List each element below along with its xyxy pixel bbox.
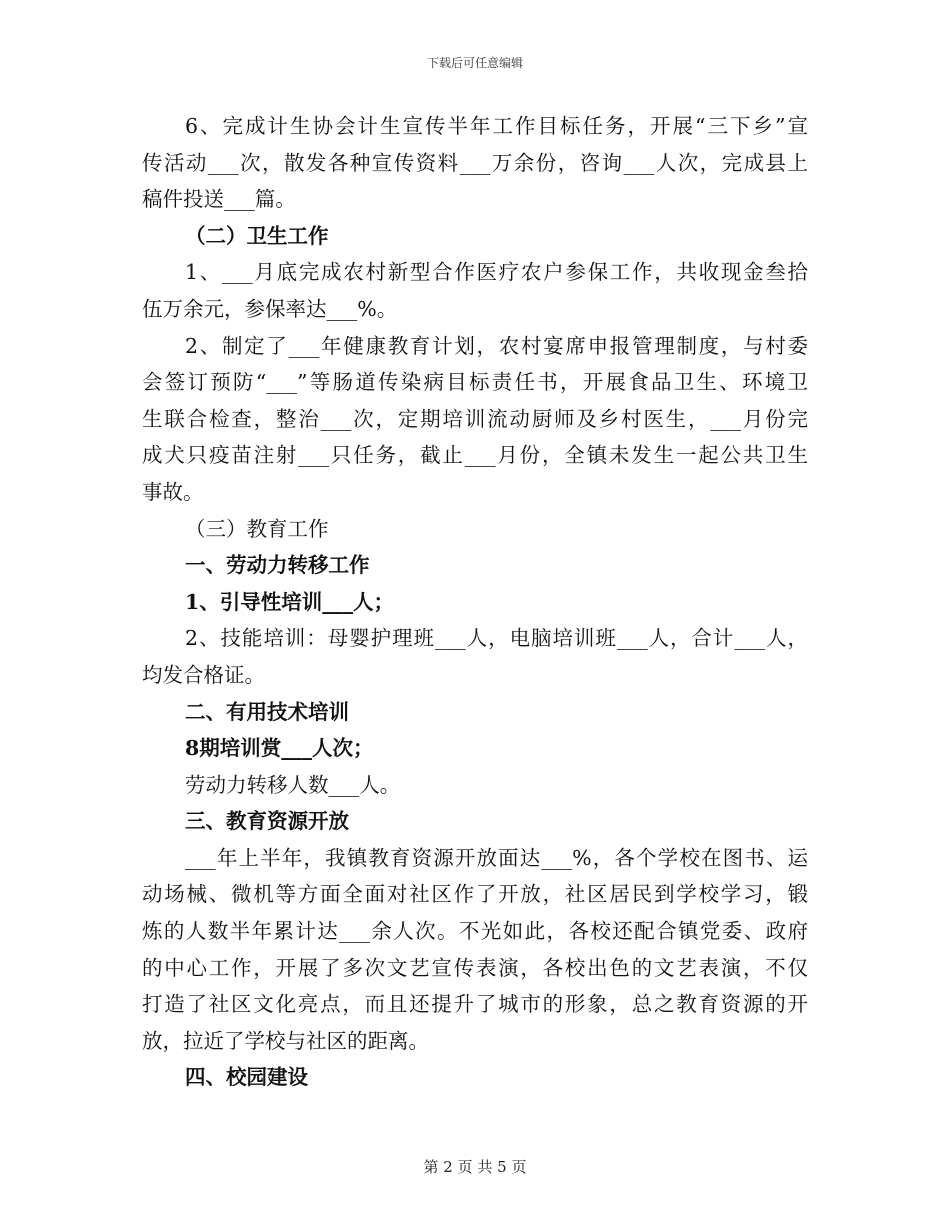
- text-line: 1、___月底完成农村新型合作医疗农户参保工作，共收现金叁拾: [185, 260, 808, 285]
- text-line: 事故。: [142, 479, 204, 504]
- text-line: 均发合格证。: [142, 662, 265, 687]
- text-line: 6、完成计生协会计生宣传半年工作目标任务，开展“三下乡”宣: [185, 114, 808, 138]
- text-line: 伍万余元，参保率达___%。: [142, 296, 398, 321]
- text-line: 二、有用技术培训: [185, 699, 349, 724]
- text-line: 放，拉近了学校与社区的距离。: [142, 1028, 429, 1053]
- document-body: [142, 108, 808, 1096]
- page-header: 下载后可任意编辑: [426, 56, 523, 70]
- text-line: 8期培训赏___人次；: [185, 736, 374, 761]
- text-line: 稿件投送___篇。: [142, 187, 296, 212]
- text-line: 2、制定了___年健康教育计划，农村宴席申报管理制度，与村委: [185, 333, 808, 358]
- text-line: 2、技能培训：母婴护理班___人，电脑培训班___人，合计___人，: [185, 626, 808, 651]
- text-line: 一、劳动力转移工作: [185, 553, 370, 578]
- text-line: 炼的人数半年累计达___余人次。不光如此，各校还配合镇党委、政府: [142, 919, 808, 944]
- text-line: 的中心工作，开展了多次文艺宣传表演，各校出色的文艺表演，不仅: [142, 955, 808, 980]
- text-line: 劳动力转移人数___人。: [185, 772, 401, 797]
- text-line: （三）教育工作: [185, 516, 329, 541]
- text-line: 传活动___次，散发各种宣传资料___万余份，咨询___人次，完成县上: [142, 150, 808, 175]
- text-line: ___年上半年，我镇教育资源开放面达___%，各个学校在图书、运: [185, 845, 808, 870]
- text-line: 三、教育资源开放: [185, 809, 349, 834]
- text-line: 动场械、微机等方面全面对社区作了开放，社区居民到学校学习，锻: [142, 882, 808, 907]
- text-line: 四、校园建设: [185, 1065, 308, 1090]
- text-line: 打造了社区文化亮点，而且还提升了城市的形象，总之教育资源的开: [142, 992, 808, 1017]
- text-line: 会签订预防“___”等肠道传染病目标责任书，开展食品卫生、环境卫: [142, 370, 808, 395]
- page-footer: 第 2 页 共 5 页: [423, 1158, 527, 1176]
- text-line: 成犬只疫苗注射___只任务，截止___月份，全镇未发生一起公共卫生: [142, 443, 808, 468]
- text-line: （二）卫生工作: [185, 223, 329, 248]
- text-line: 生联合检查，整治___次，定期培训流动厨师及乡村医生，___月份完: [142, 406, 808, 431]
- text-line: 1、引导性培训___人；: [185, 589, 395, 614]
